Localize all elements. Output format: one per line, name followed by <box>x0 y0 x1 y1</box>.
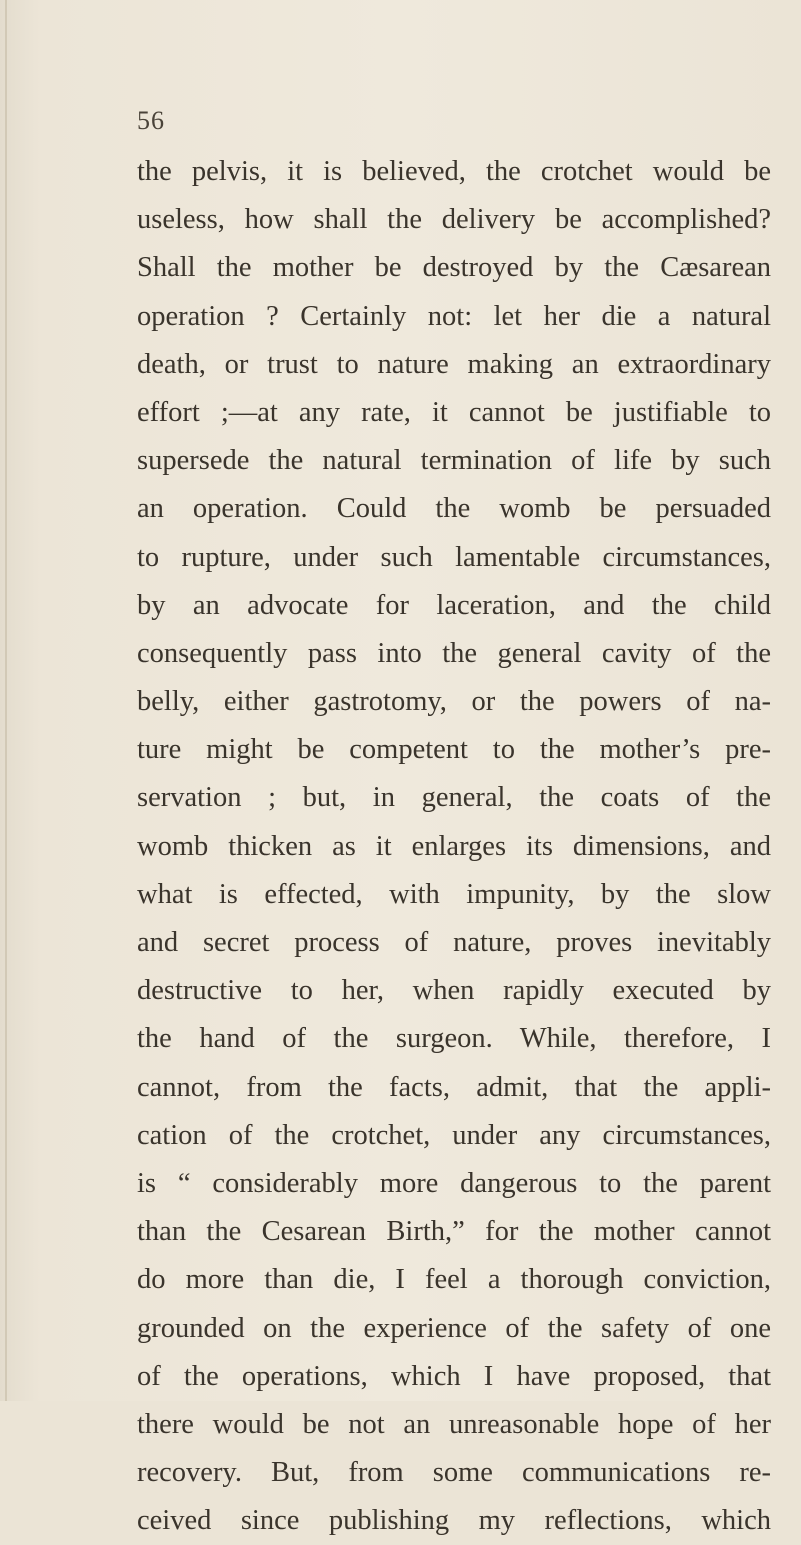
text-line: ceived since publishing my reflections, which <box>137 1505 771 1537</box>
text-line: what is effected, with impunity, by the slow <box>137 878 771 910</box>
text-line: cannot, from the facts, admit, that the appli- <box>137 1071 771 1103</box>
text-line: there would be not an unreasonable hope of her <box>137 1408 771 1440</box>
text-line: do more than die, I feel a thorough conviction, <box>137 1264 771 1296</box>
text-line: than the Cesarean Birth,” for the mother cannot <box>137 1216 771 1248</box>
text-line: cation of the crotchet, under any circumstances, <box>137 1119 771 1151</box>
text-line: by an advocate for laceration, and the child <box>137 589 771 621</box>
text-line: ture might be competent to the mother’s pre- <box>137 734 771 766</box>
text-line: grounded on the experience of the safety of one <box>137 1312 771 1344</box>
text-line: operation ? Certainly not: let her die a natural <box>137 300 771 332</box>
body-text <box>137 148 771 1545</box>
text-line: recovery. But, from some communications re- <box>137 1457 771 1489</box>
text-line: and secret process of nature, proves inevitably <box>137 927 771 958</box>
page-number: 56 <box>137 106 165 135</box>
text-line: an operation. Could the womb be persuaded <box>137 493 771 525</box>
text-line: Shall the mother be destroyed by the Cæsarean <box>137 252 771 284</box>
text-line: servation ; but, in general, the coats of the <box>137 782 771 814</box>
text-line: the pelvis, it is believed, the crotchet would be <box>137 156 771 187</box>
text-line: to rupture, under such lamentable circumstances, <box>137 541 771 573</box>
text-line: belly, either gastrotomy, or the powers of na- <box>137 686 771 718</box>
text-line: of the operations, which I have proposed, that <box>137 1360 771 1392</box>
text-line: supersede the natural termination of life by such <box>137 445 771 477</box>
text-line: useless, how shall the delivery be accomplished? <box>137 204 771 236</box>
text-line: consequently pass into the general cavity of the <box>137 637 771 669</box>
text-line: the hand of the surgeon. While, therefore, I <box>137 1023 771 1055</box>
text-line: is “ considerably more dangerous to the parent <box>137 1167 771 1199</box>
text-line: destructive to her, when rapidly executed by <box>137 975 771 1007</box>
text-line: womb thicken as it enlarges its dimensions, and <box>137 830 771 862</box>
text-line: effort ;—at any rate, it cannot be justifiable to <box>137 396 771 428</box>
page-gutter-edge <box>5 0 7 1401</box>
text-line: death, or trust to nature making an extraordinary <box>137 348 771 380</box>
